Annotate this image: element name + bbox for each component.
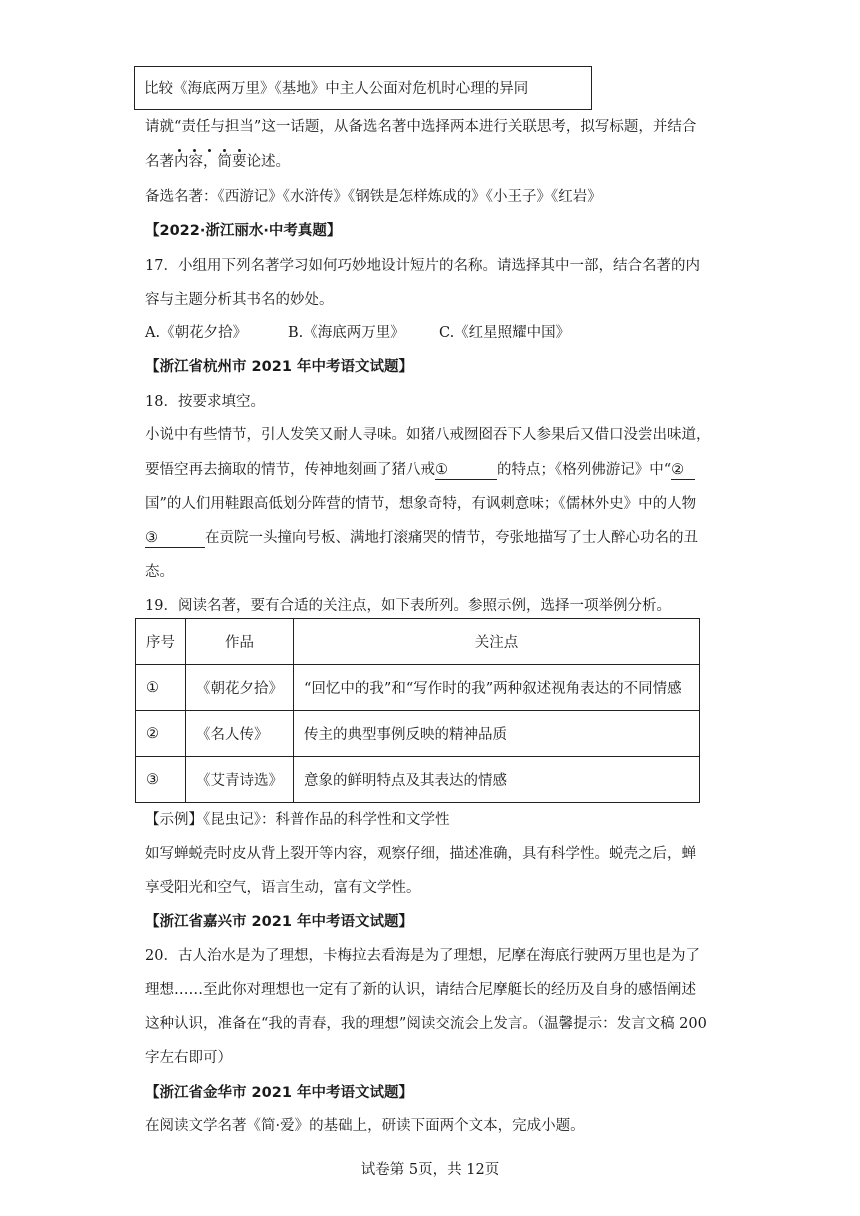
option-b: B.《海底两万里》 — [288, 325, 405, 341]
section-heading-hangzhou: 【浙江省杭州市 2021 年中考语文试题】 — [145, 359, 413, 375]
table-header-cell: 关注点 — [294, 619, 700, 665]
topic-box-text: 比较《海底两万里》《基地》中主人公面对危机时心理的异同 — [144, 81, 529, 97]
table-cell: “回忆中的我”和“写作时的我”两种叙述视角表达的不同情感 — [294, 665, 700, 711]
table-cell: ③ — [136, 757, 186, 803]
section-heading-2022-lishui: 【2022·浙江丽水·中考真题】 — [145, 223, 342, 239]
q19-example-line-2: 享受阳光和空气，语言生动，富有文学性。 — [145, 880, 421, 896]
table-cell: 《艾青诗选》 — [186, 757, 294, 803]
q17-options — [145, 323, 725, 343]
q16-book-list: 备选名著：《西游记》《水浒传》《钢铁是怎样炼成的》《小王子》《红岩》 — [145, 189, 602, 205]
q16-line-2: 名著内容，简要论述。 — [145, 154, 290, 170]
q18-line-6: 态。 — [145, 564, 174, 580]
topic-box — [134, 66, 592, 110]
section-heading-jiaxing: 【浙江省嘉兴市 2021 年中考语文试题】 — [145, 914, 413, 930]
table-row — [136, 757, 700, 803]
table-cell: 《名人传》 — [186, 711, 294, 757]
fill-blank-1[interactable]: ① — [435, 461, 497, 480]
q19-line-1: 19．阅读名著，要有合适的关注点，如下表所列。参照示例，选择一项举例分析。 — [145, 598, 671, 614]
q17-line-1: 17．小组用下列名著学习如何巧妙地设计短片的名称。请选择其中一部，结合名著的内 — [145, 258, 700, 274]
q18-line-2: 小说中有些情节，引人发笑又耐人寻味。如猪八戒囫囵吞下人参果后又借口没尝出味道， — [145, 427, 711, 443]
q20-line-1: 20．古人治水是为了理想，卡梅拉去看海是为了理想，尼摩在海底行驶两万里也是为了 — [145, 948, 700, 964]
table-row — [136, 665, 700, 711]
q18-line-1: 18．按要求填空。 — [145, 394, 265, 410]
table-header-row — [136, 619, 700, 665]
q18-line-3: 要悟空再去摘取的情节，传神地刻画了猪八戒① 的特点；《格列佛游记》中“② — [145, 460, 725, 480]
table-header-cell: 序号 — [136, 619, 186, 665]
emphasis-topic: “责任与担当” — [174, 119, 261, 135]
q16-line-1: 请就“责任与担当” 这一话题，从备选名著中选择两本进行关联思考，拟写标题，并结合 — [145, 117, 725, 137]
table-cell: 意象的鲜明特点及其表达的情感 — [294, 757, 700, 803]
fill-blank-2[interactable]: ② — [671, 461, 695, 480]
focus-table — [135, 618, 700, 803]
table-cell: ② — [136, 711, 186, 757]
q17-line-2: 容与主题分析其书名的妙处。 — [145, 292, 334, 308]
fill-blank-3[interactable]: ③ — [145, 529, 205, 548]
option-c: C.《红星照耀中国》 — [439, 325, 571, 341]
table-row — [136, 711, 700, 757]
q20-line-2: 理想……至此你对理想也一定有了新的认识，请结合尼摩艇长的经历及自身的感悟阐述 — [145, 982, 696, 998]
jinhua-intro: 在阅读文学名著《简·爱》的基础上，研读下面两个文本，完成小题。 — [145, 1118, 585, 1134]
table-cell: ① — [136, 665, 186, 711]
option-a: A.《朝花夕拾》 — [145, 325, 248, 341]
q19-example-line-1: 如写蝉蜕壳时皮从背上裂开等内容，观察仔细，描述准确，具有科学性。蜕壳之后，蝉 — [145, 846, 696, 862]
section-heading-jinhua: 【浙江省金华市 2021 年中考语文试题】 — [145, 1085, 413, 1101]
table-cell: 《朝花夕拾》 — [186, 665, 294, 711]
page-footer: 试卷第 5页，共 12页 — [360, 1162, 500, 1178]
q20-line-4: 字左右即可） — [145, 1050, 232, 1066]
q18-line-5: ③ 在贡院一头撞向号板、满地打滚痛哭的情节，夸张地描写了士人醉心功名的丑 — [145, 530, 698, 546]
q18-line-4: 国”的人们用鞋跟高低划分阵营的情节，想象奇特，有讽刺意味；《儒林外史》中的人物 — [145, 496, 697, 512]
q19-example-title: 【示例】《昆虫记》：科普作品的科学性和文学性 — [145, 812, 450, 828]
table-cell: 传主的典型事例反映的精神品质 — [294, 711, 700, 757]
q20-line-3: 这种认识，准备在“我的青春，我的理想”阅读交流会上发言。（温馨提示：发言文稿 200 — [145, 1016, 707, 1032]
table-header-cell: 作品 — [186, 619, 294, 665]
